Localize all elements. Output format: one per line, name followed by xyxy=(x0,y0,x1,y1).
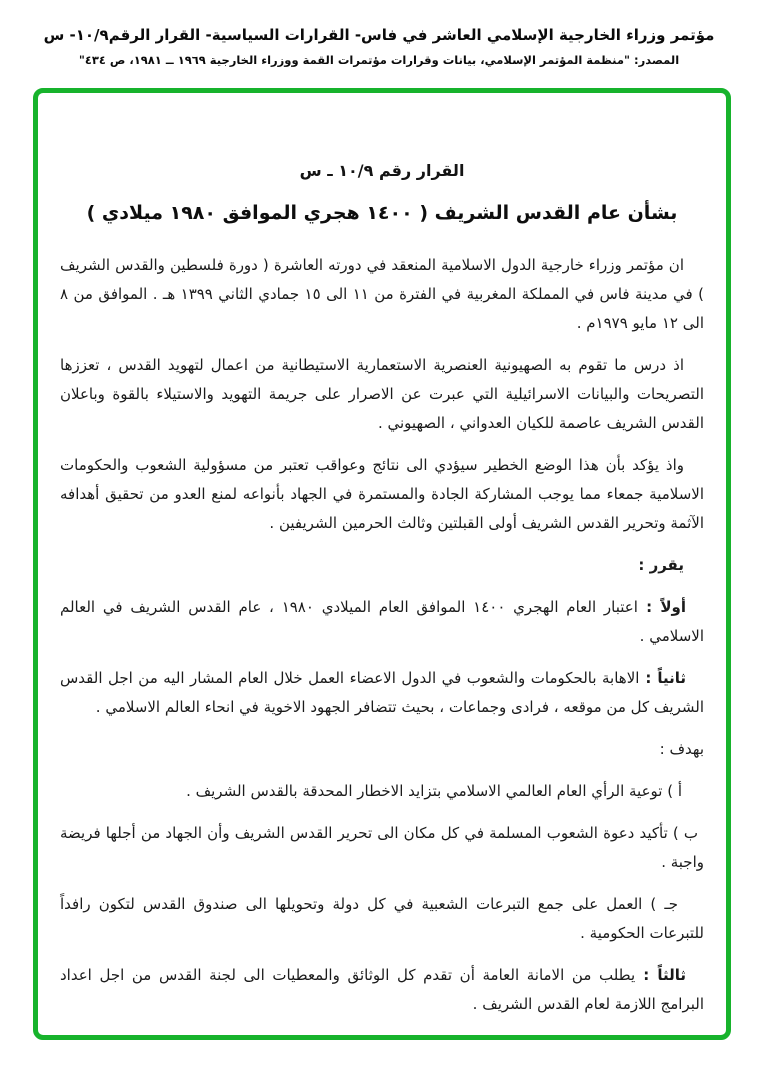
clause-firstly xyxy=(60,593,704,651)
paragraph-text: بهدف : xyxy=(659,740,704,758)
subclause-b xyxy=(60,819,704,877)
resolution-number: القرار رقم ١٠/٩ ـ س xyxy=(299,161,465,180)
clause-label: ثالثاً : xyxy=(635,966,686,984)
paragraph-text: ان مؤتمر وزراء خارجية الدول الاسلامية المنعقد في دورته العاشرة ( دورة فلسطين والقدس الشريف ) في مدينة فاس في المملكة المغربية في الفترة من ١١ الى ١٥ جمادي الثاني ١٣٩٩ هـ . الموافق من ٨ الى ١٢ مايو ١٩٧٩م . xyxy=(60,256,704,332)
subclause-c xyxy=(60,890,704,948)
paragraph-text: اذ درس ما تقوم به الصهيونية العنصرية الاستعمارية الاستيطانية من اعمال لتهويد القدس ، تعززها التصريحات والبيانات الاسرائيلية التي عبرت عن الاصرار على جريمة التهويد والاستيلاء بالقوة وباعلان القدس الشريف عاصمة للكيان العدواني ، الصهيوني . xyxy=(60,356,704,432)
clause-text: اعتبار العام الهجري ١٤٠٠ الموافق العام الميلادي ١٩٨٠ ، عام القدس الشريف في العالم الاسلامي . xyxy=(60,598,704,645)
clause-label: أولاً : xyxy=(637,598,686,616)
paragraph-text: واذ يؤكد بأن هذا الوضع الخطير سيؤدي الى نتائج وعواقب تعتبر من مسؤولية الشعوب والحكومات الاسلامية جمعاء مما يوجب المشاركة الجادة والمستمرة في الجهاد بأنواعه لمنع العدو من تحقيق أهدافه الآثمة وتحرير القدس الشريف أولى القبلتين وثالث الحرمين الشريفين . xyxy=(60,456,704,532)
header-source: المصدر: "منظمة المؤتمر الإسلامي، بيانات وقرارات مؤتمرات القمة ووزراء الخارجية ١٩٦٩ ــ ١٩٨١، ص ٤٣٤" xyxy=(78,53,680,67)
decides-heading xyxy=(60,551,704,580)
page-header xyxy=(0,24,758,70)
clause-text: الاهابة بالحكومات والشعوب في الدول الاعضاء العمل خلال العام المشار اليه من اجل القدس الشريف كل من موقعه ، فرادى وجماعات ، بحيث تتضافر الجهود الاخوية في انحاء العالم الاسلامي . xyxy=(60,669,704,716)
paragraph-text: أ ) توعية الرأي العام العالمي الاسلامي بتزايد الاخطار المحدقة بالقدس الشريف . xyxy=(186,782,682,800)
paragraph-preamble-1 xyxy=(60,251,704,338)
paragraph-preamble-2 xyxy=(60,351,704,438)
paragraph-text: ب ) تأكيد دعوة الشعوب المسلمة في كل مكان الى تحرير القدس الشريف وأن الجهاد من أجلها فريضة واجبة . xyxy=(60,824,704,871)
aim-heading xyxy=(60,735,704,764)
clause-label: ثانياً : xyxy=(639,669,686,687)
paragraph-text: جـ ) العمل على جمع التبرعات الشعبية في كل دولة وتحويلها الى صندوق القدس لتكون رافداً للتبرعات الحكومية . xyxy=(60,895,704,942)
paragraph-preamble-3 xyxy=(60,451,704,538)
clause-text: يطلب من الامانة العامة أن تقدم كل الوثائق والمعطيات الى لجنة القدس من اجل اعداد البرامج اللازمة لعام القدس الشريف . xyxy=(60,966,704,1013)
paragraph-text: يقرر : xyxy=(638,556,684,574)
subclause-a xyxy=(60,777,704,806)
clause-thirdly xyxy=(60,961,704,1019)
resolution-subject: بشأن عام القدس الشريف ( ١٤٠٠ هجري الموافق ١٩٨٠ ميلادي ) xyxy=(86,202,678,224)
green-frame xyxy=(33,88,731,1040)
clause-secondly xyxy=(60,664,704,722)
header-title: مؤتمر وزراء الخارجية الإسلامي العاشر في فاس- القرارات السياسية- القرار الرقم١٠/٩- س xyxy=(43,26,715,44)
